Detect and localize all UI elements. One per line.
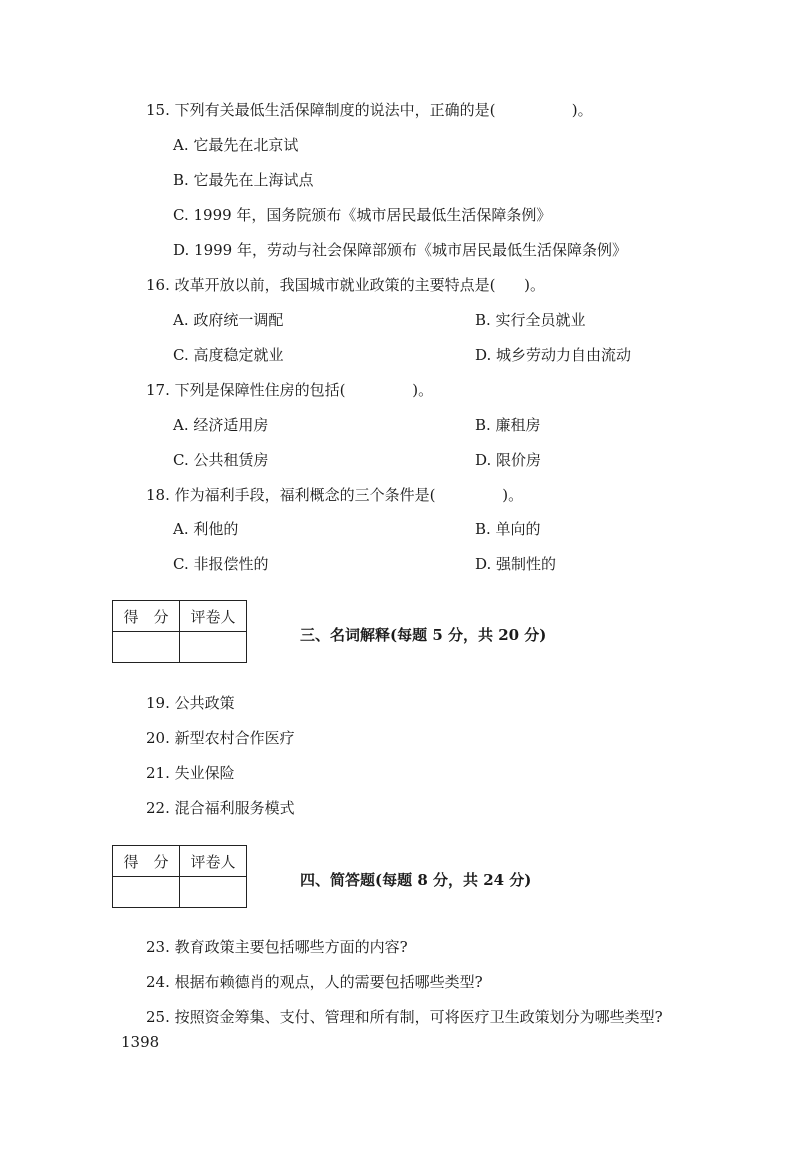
section4-item-25: 25. 按照资金筹集、支付、管理和所有制，可将医疗卫生政策划分为哪些类型? — [146, 1008, 663, 1026]
score-cell[interactable] — [113, 632, 180, 663]
q16-option-b: B. 实行全员就业 — [475, 311, 586, 329]
q16-option-d: D. 城乡劳动力自由流动 — [475, 346, 632, 364]
grader-header: 评卷人 — [180, 601, 247, 632]
q15-stem: 15. 下列有关最低生活保障制度的说法中，正确的是( )。 — [146, 101, 593, 119]
q15-option-b: B. 它最先在上海试点 — [173, 171, 314, 189]
section3-item-20: 20. 新型农村合作医疗 — [146, 729, 295, 747]
q17-option-c: C. 公共租赁房 — [173, 451, 269, 469]
section3-item-19: 19. 公共政策 — [146, 694, 235, 712]
q16-option-c: C. 高度稳定就业 — [173, 346, 284, 364]
section3-item-22: 22. 混合福利服务模式 — [146, 799, 295, 817]
score-box-section3 — [112, 600, 247, 663]
q16-option-a: A. 政府统一调配 — [173, 311, 284, 329]
q15-option-c: C. 1999 年，国务院颁布《城市居民最低生活保障条例》 — [173, 206, 552, 224]
score-header: 得 分 — [113, 601, 180, 632]
score-cell[interactable] — [113, 877, 180, 908]
q18-option-a: A. 利他的 — [173, 520, 239, 538]
score-box-section4 — [112, 845, 247, 908]
q18-option-c: C. 非报偿性的 — [173, 555, 269, 573]
q15-option-d: D. 1999 年，劳动与社会保障部颁布《城市居民最低生活保障条例》 — [173, 241, 627, 259]
section4-item-23: 23. 教育政策主要包括哪些方面的内容? — [146, 938, 408, 956]
page-number: 1398 — [121, 1033, 160, 1051]
score-header: 得 分 — [113, 846, 180, 877]
q18-option-d: D. 强制性的 — [475, 555, 557, 573]
q17-stem: 17. 下列是保障性住房的包括( )。 — [146, 381, 434, 399]
q18-option-b: B. 单向的 — [475, 520, 541, 538]
section3-item-21: 21. 失业保险 — [146, 764, 235, 782]
section4-title: 四、简答题(每题 8 分，共 24 分) — [300, 871, 532, 889]
grader-cell[interactable] — [180, 632, 247, 663]
section3-title: 三、名词解释(每题 5 分，共 20 分) — [300, 626, 547, 644]
q17-option-a: A. 经济适用房 — [173, 416, 269, 434]
q16-stem: 16. 改革开放以前，我国城市就业政策的主要特点是( )。 — [146, 276, 545, 294]
q18-stem: 18. 作为福利手段，福利概念的三个条件是( )。 — [146, 486, 524, 504]
q17-option-b: B. 廉租房 — [475, 416, 541, 434]
section4-item-24: 24. 根据布赖德肖的观点，人的需要包括哪些类型? — [146, 973, 483, 991]
q17-option-d: D. 限价房 — [475, 451, 542, 469]
grader-header: 评卷人 — [180, 846, 247, 877]
q15-option-a: A. 它最先在北京试 — [173, 136, 299, 154]
grader-cell[interactable] — [180, 877, 247, 908]
